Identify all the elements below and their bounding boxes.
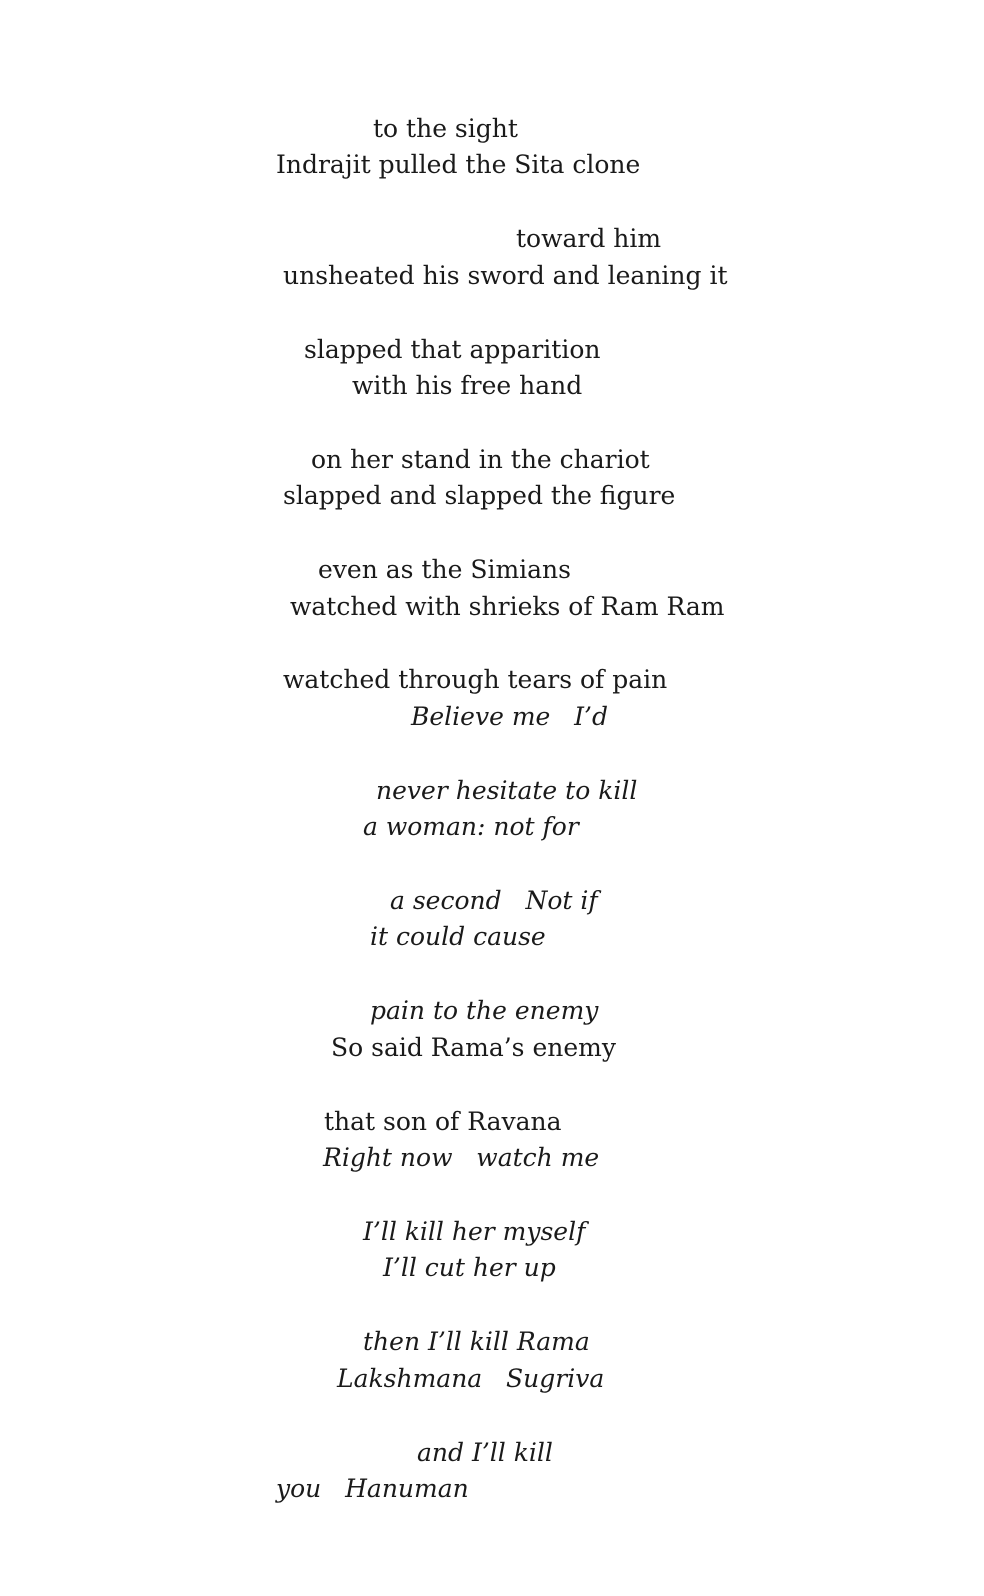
poem-line-13: never hesitate to kill [376, 776, 638, 805]
poem-line-20: Right now watch me [323, 1143, 600, 1172]
poem-line-6: with his free hand [352, 371, 583, 400]
poem-line-7: on her stand in the chariot [311, 445, 650, 474]
poem-line-9: even as the Simians [318, 555, 571, 584]
poem-line-12: Believe me I’d [411, 702, 608, 731]
poem-line-11: watched through tears of pain [283, 665, 668, 694]
poem-line-25: and I’ll kill [417, 1438, 553, 1467]
poem-line-2: Indrajit pulled the Sita clone [276, 150, 641, 179]
poem-line-21: I’ll kill her myself [363, 1217, 586, 1246]
poem-line-24: Lakshmana Sugriva [337, 1364, 605, 1393]
poem-line-8: slapped and slapped the figure [283, 481, 676, 510]
poem-line-16: it could cause [370, 922, 546, 951]
poem-line-17: pain to the enemy [370, 996, 599, 1025]
poem-line-15: a second Not if [390, 886, 598, 915]
poem-line-19: that son of Ravana [324, 1107, 562, 1136]
poem-line-4: unsheated his sword and leaning it [283, 261, 728, 290]
poem-line-14: a woman: not for [363, 812, 579, 841]
poem-line-3: toward him [516, 224, 662, 253]
poem-line-10: watched with shrieks of Ram Ram [290, 592, 725, 621]
poem-line-26: you Hanuman [276, 1474, 469, 1503]
poem-line-18: So said Rama’s enemy [331, 1033, 616, 1062]
poem-line-5: slapped that apparition [304, 335, 601, 364]
poem-line-1: to the sight [373, 114, 518, 143]
poem-line-23: then I’ll kill Rama [363, 1327, 590, 1356]
poem-line-22: I’ll cut her up [383, 1253, 556, 1282]
